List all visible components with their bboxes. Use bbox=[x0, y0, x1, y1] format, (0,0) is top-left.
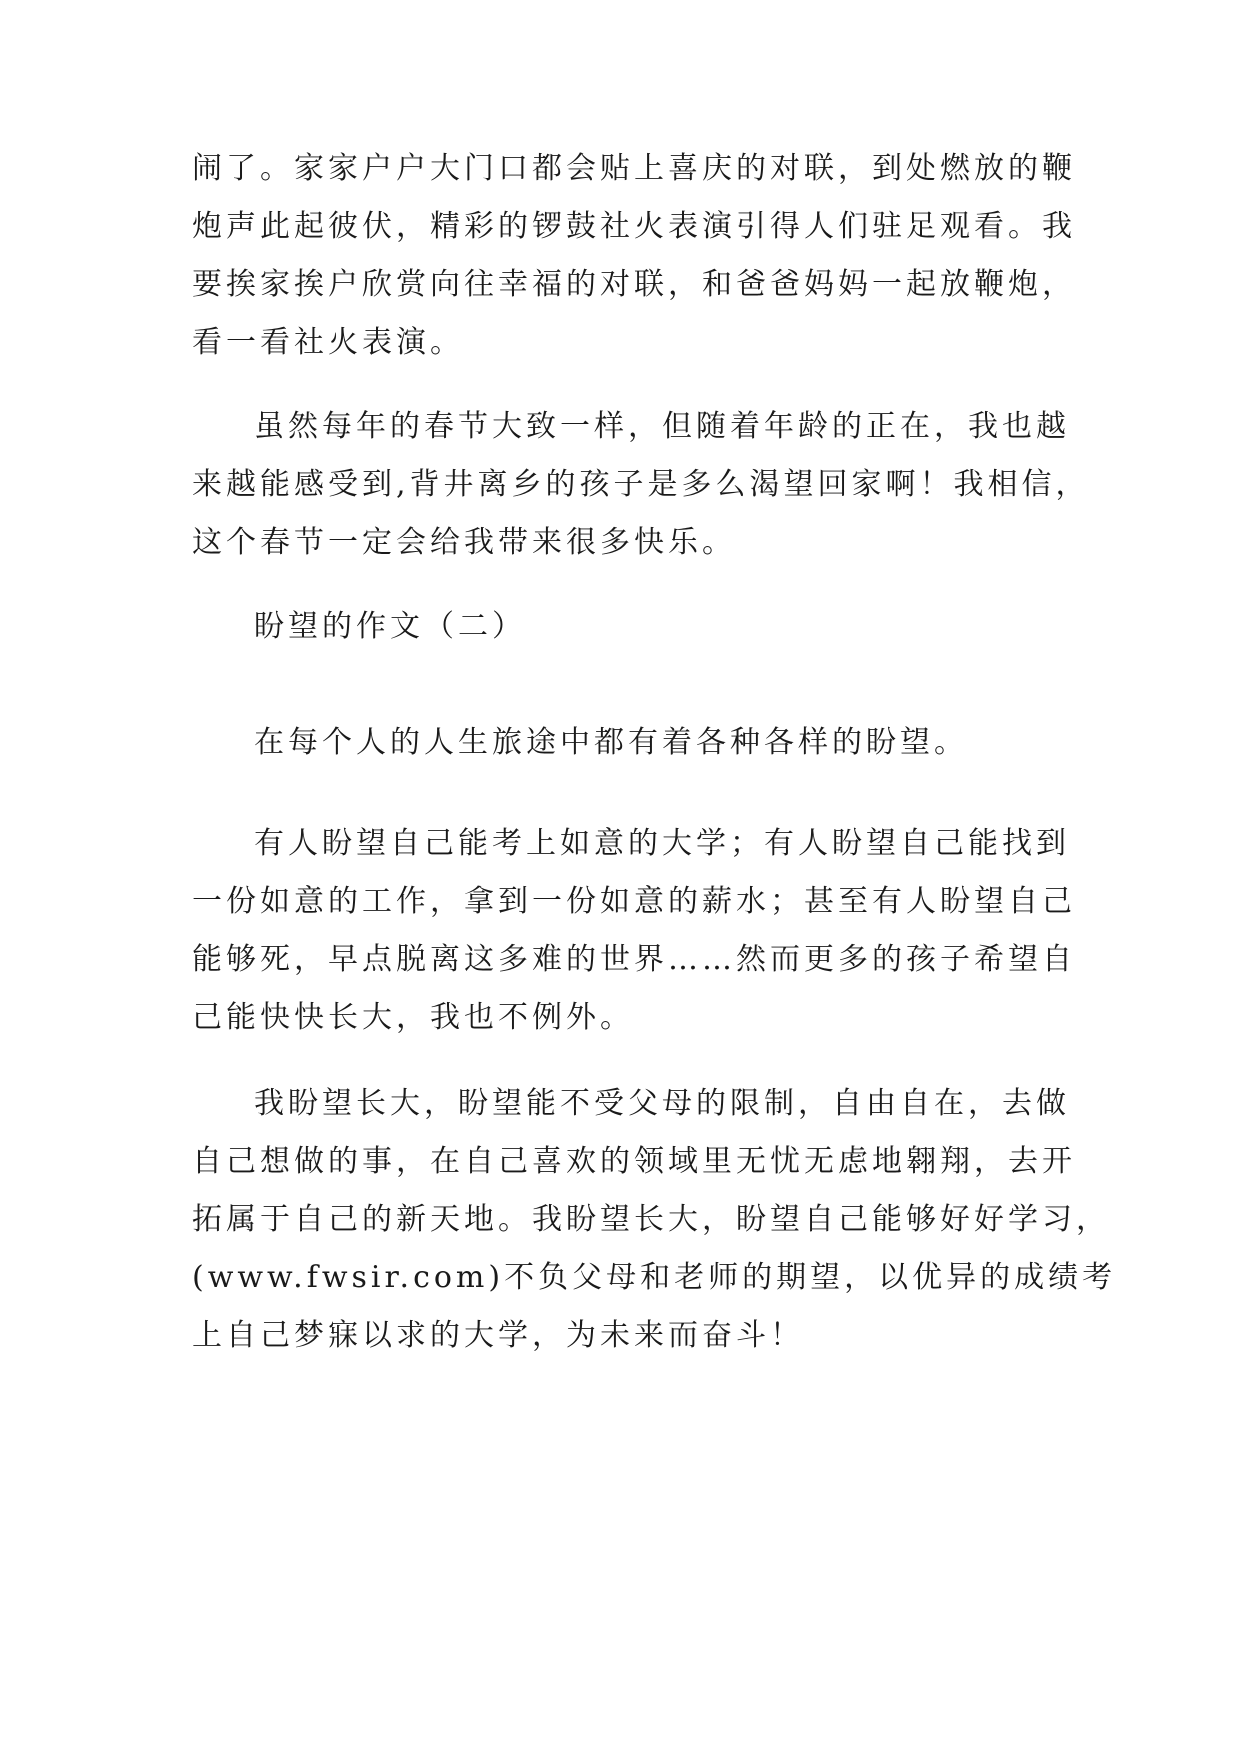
paragraph-line: 一份如意的工作，拿到一份如意的薪水；甚至有人盼望自己 bbox=[192, 884, 1076, 919]
section-heading bbox=[192, 598, 1072, 656]
paragraph-festival-scene bbox=[192, 140, 1076, 372]
paragraph-line: 在每个人的人生旅途中都有着各种各样的盼望。 bbox=[254, 725, 968, 760]
paragraph-line: 我盼望长大，盼望能不受父母的限制，自由自在，去做 bbox=[254, 1086, 1070, 1121]
paragraph-line: 有人盼望自己能考上如意的大学；有人盼望自己能找到 bbox=[254, 826, 1070, 861]
paragraph-line: 自己想做的事，在自己喜欢的领域里无忧无虑地翱翔，去开 bbox=[192, 1144, 1076, 1179]
paragraph-line: (www.fwsir.com)不负父母和老师的期望，以优异的成绩考 bbox=[192, 1260, 1117, 1295]
paragraph-line: 看一看社火表演。 bbox=[192, 325, 464, 360]
paragraph-hopes bbox=[192, 815, 1076, 1047]
paragraph-line: 己能快快长大，我也不例外。 bbox=[192, 1000, 634, 1035]
paragraph-intro bbox=[192, 714, 1072, 772]
paragraph-line: 这个春节一定会给我带来很多快乐。 bbox=[192, 525, 736, 560]
paragraph-line: 炮声此起彼伏，精彩的锣鼓社火表演引得人们驻足观看。我 bbox=[192, 209, 1076, 244]
paragraph-line: 能够死，早点脱离这多难的世界……然而更多的孩子希望自 bbox=[192, 942, 1076, 977]
paragraph-line: 拓属于自己的新天地。我盼望长大，盼望自己能够好好学习， bbox=[192, 1202, 1110, 1237]
section-heading-text: 盼望的作文（二） bbox=[254, 609, 526, 644]
paragraph-growing-up bbox=[192, 1075, 1117, 1365]
paragraph-line: 要挨家挨户欣赏向往幸福的对联，和爸爸妈妈一起放鞭炮， bbox=[192, 267, 1076, 302]
paragraph-line: 闹了。家家户户大门口都会贴上喜庆的对联，到处燃放的鞭 bbox=[192, 151, 1076, 186]
paragraph-line: 来越能感受到,背井离乡的孩子是多么渴望回家啊！我相信， bbox=[192, 467, 1090, 502]
paragraph-spring-festival bbox=[192, 398, 1090, 572]
paragraph-line: 上自己梦寐以求的大学，为未来而奋斗！ bbox=[192, 1318, 804, 1353]
paragraph-line: 虽然每年的春节大致一样，但随着年龄的正在，我也越 bbox=[254, 409, 1070, 444]
